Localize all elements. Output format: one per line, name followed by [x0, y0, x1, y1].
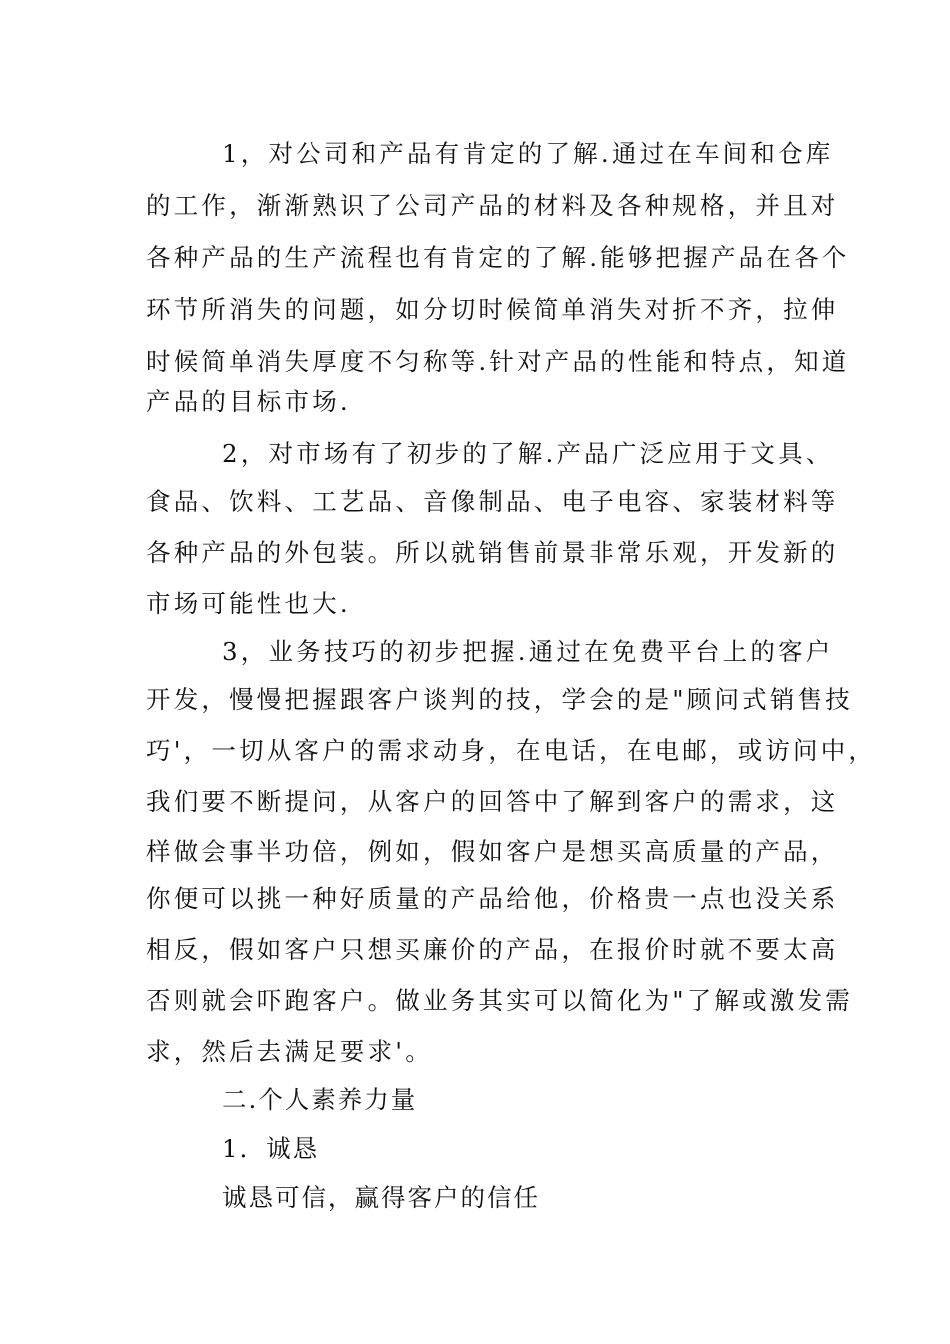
paragraph-1-line-5: 时候简单消失厚度不匀称等.针对产品的性能和特点，知道 [146, 347, 850, 376]
paragraph-3-line-6: 你便可以挑一种好质量的产品给他，价格贵一点也没关系 [146, 884, 839, 913]
subheading-sincerity: 1．诚恳 [222, 1134, 320, 1163]
paragraph-1-line-1: 1，对公司和产品有肯定的了解.通过在车间和仓库 [222, 139, 834, 168]
paragraph-3-line-7: 相反，假如客户只想买廉价的产品，在报价时就不要太高 [146, 935, 839, 964]
paragraph-2-line-3: 各种产品的外包装。所以就销售前景非常乐观，开发新的 [146, 538, 839, 567]
paragraph-3-line-1: 3，业务技巧的初步把握.通过在免费平台上的客户 [222, 637, 834, 666]
sincerity-text: 诚恳可信，赢得客户的信任 [222, 1183, 540, 1212]
paragraph-1-line-3: 各种产品的生产流程也有肯定的了解.能够把握产品在各个 [146, 243, 850, 272]
paragraph-3-line-9: 求，然后去满足要求'。 [146, 1037, 433, 1066]
paragraph-2-line-2: 食品、饮料、工艺品、音像制品、电子电容、家装材料等 [146, 487, 839, 516]
paragraph-1-line-6: 产品的目标市场. [146, 387, 351, 416]
paragraph-3-line-4: 我们要不断提问，从客户的回答中了解到客户的需求，这 [146, 787, 839, 816]
paragraph-3-line-8: 否则就会吓跑客户。做业务其实可以简化为"了解或激发需 [146, 986, 853, 1015]
paragraph-3-line-3: 巧'，一切从客户的需求动身，在电话，在电邮，或访问中， [146, 736, 877, 765]
paragraph-1-line-2: 的工作，渐渐熟识了公司产品的材料及各种规格，并且对 [146, 191, 839, 220]
section-heading: 二.个人素养力量 [222, 1085, 418, 1114]
paragraph-2-line-4: 市场可能性也大. [146, 589, 351, 618]
paragraph-2-line-1: 2，对市场有了初步的了解.产品广泛应用于文具、 [222, 439, 834, 468]
paragraph-3-line-5: 样做会事半功倍，例如，假如客户是想买高质量的产品， [146, 837, 839, 866]
paragraph-1-line-4: 环节所消失的问题，如分切时候简单消失对折不齐，拉伸 [146, 295, 839, 324]
paragraph-3-line-2: 开发，慢慢把握跟客户谈判的技，学会的是"顾问式销售技 [146, 685, 853, 714]
